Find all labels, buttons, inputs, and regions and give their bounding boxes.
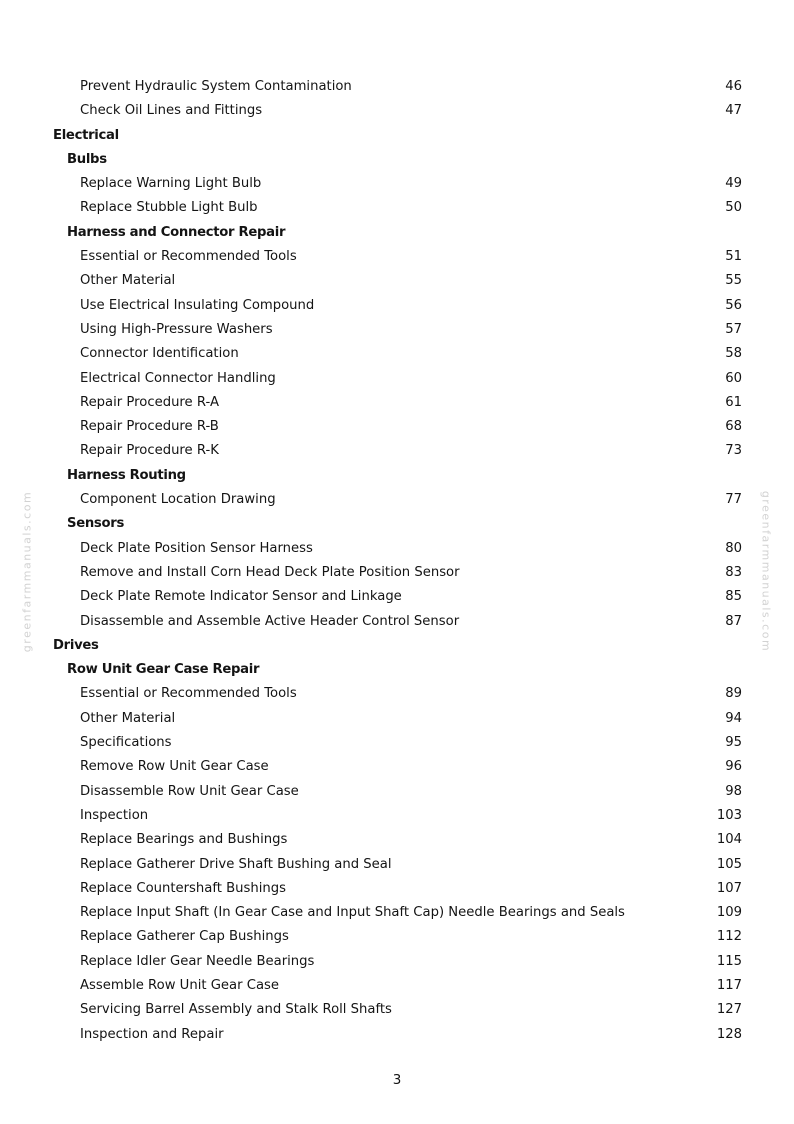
toc-entry-page: 128: [716, 1026, 742, 1042]
toc-entry-title: Inspection: [80, 807, 149, 823]
toc-entry-title: Repair Procedure R-K: [80, 443, 219, 459]
toc-entry-title: Inspection and Repair: [80, 1026, 224, 1042]
toc-section-heading[interactable]: [0, 124, 794, 148]
toc-subsection-heading[interactable]: [0, 221, 794, 245]
toc-entry-page: 77: [725, 492, 742, 508]
toc-entry[interactable]: [0, 804, 794, 828]
toc-entry-title: Deck Plate Position Sensor Harness: [80, 540, 313, 556]
toc-entry-title: Component Location Drawing: [80, 492, 276, 508]
toc-entry-title: Disassemble Row Unit Gear Case: [80, 783, 299, 799]
toc-entry-title: Check Oil Lines and Fittings: [80, 103, 263, 119]
toc-entry[interactable]: [0, 731, 794, 755]
toc-entry-page: 49: [725, 176, 742, 192]
toc-entry-title: Other Material: [80, 710, 176, 726]
toc-entry-title: Assemble Row Unit Gear Case: [80, 977, 280, 993]
toc-entry-title: Other Material: [80, 273, 176, 289]
toc-entry-title: Row Unit Gear Case Repair: [67, 662, 260, 678]
watermark-right: greenfarmmanuals.com: [759, 490, 773, 653]
toc-entry-title: Connector Identification: [80, 346, 239, 362]
toc-entry-title: Replace Bearings and Bushings: [80, 832, 288, 848]
toc-entry-title: Servicing Barrel Assembly and Stalk Roll Shafts: [80, 1002, 392, 1018]
table-of-contents: [0, 75, 794, 1047]
toc-entry[interactable]: [0, 488, 794, 512]
toc-entry-page: 85: [725, 589, 742, 605]
toc-entry[interactable]: [0, 877, 794, 901]
toc-entry[interactable]: [0, 755, 794, 779]
toc-subsection-heading[interactable]: [0, 512, 794, 536]
toc-entry[interactable]: [0, 780, 794, 804]
toc-entry[interactable]: [0, 585, 794, 609]
toc-subsection-heading[interactable]: [0, 148, 794, 172]
toc-entry[interactable]: [0, 342, 794, 366]
toc-section-heading[interactable]: [0, 634, 794, 658]
toc-entry-title: Deck Plate Remote Indicator Sensor and Linkage: [80, 589, 402, 605]
toc-entry-title: Harness and Connector Repair: [67, 224, 286, 240]
toc-entry-page: 104: [716, 832, 742, 848]
toc-entry[interactable]: [0, 415, 794, 439]
toc-entry-page: 58: [725, 346, 742, 362]
toc-entry-page: 89: [725, 686, 742, 702]
toc-entry-title: Specifications: [80, 735, 172, 751]
toc-entry-title: Essential or Recommended Tools: [80, 249, 297, 265]
toc-entry-title: Replace Stubble Light Bulb: [80, 200, 258, 216]
toc-entry[interactable]: [0, 172, 794, 196]
toc-entry[interactable]: [0, 707, 794, 731]
toc-entry[interactable]: [0, 75, 794, 99]
toc-entry-page: 68: [725, 419, 742, 435]
toc-entry-page: 127: [716, 1002, 742, 1018]
toc-entry[interactable]: [0, 391, 794, 415]
toc-entry-page: 95: [725, 735, 742, 751]
toc-entry-page: 83: [725, 564, 742, 580]
toc-entry-title: Remove Row Unit Gear Case: [80, 759, 269, 775]
toc-entry[interactable]: [0, 537, 794, 561]
toc-entry-title: Electrical: [53, 127, 119, 143]
toc-entry-page: 117: [716, 977, 742, 993]
toc-entry-title: Replace Gatherer Drive Shaft Bushing and Seal: [80, 856, 392, 872]
toc-entry-page: 57: [725, 321, 742, 337]
toc-entry-title: Repair Procedure R-B: [80, 419, 219, 435]
toc-entry[interactable]: [0, 367, 794, 391]
toc-entry[interactable]: [0, 853, 794, 877]
toc-entry-title: Harness Routing: [67, 467, 186, 483]
toc-entry-title: Remove and Install Corn Head Deck Plate Position Sensor: [80, 564, 460, 580]
toc-entry-title: Electrical Connector Handling: [80, 370, 276, 386]
toc-entry-page: 115: [716, 953, 742, 969]
toc-entry[interactable]: [0, 828, 794, 852]
toc-entry-title: Repair Procedure R-A: [80, 394, 219, 410]
toc-entry-title: Use Electrical Insulating Compound: [80, 297, 315, 313]
toc-entry[interactable]: [0, 294, 794, 318]
toc-entry-title: Sensors: [67, 516, 124, 532]
toc-entry[interactable]: [0, 196, 794, 220]
toc-entry-page: 55: [725, 273, 742, 289]
toc-entry-title: Drives: [53, 637, 99, 653]
toc-subsection-heading[interactable]: [0, 464, 794, 488]
toc-entry[interactable]: [0, 950, 794, 974]
toc-entry-title: Replace Input Shaft (In Gear Case and Input Shaft Cap) Needle Bearings and Seals: [80, 905, 625, 921]
toc-entry-page: 51: [725, 249, 742, 265]
toc-entry-title: Replace Idler Gear Needle Bearings: [80, 953, 315, 969]
toc-entry[interactable]: [0, 1023, 794, 1047]
toc-entry-title: Replace Gatherer Cap Bushings: [80, 929, 289, 945]
toc-entry-page: 46: [725, 79, 742, 94]
toc-entry-page: 87: [725, 613, 742, 629]
toc-entry-title: Disassemble and Assemble Active Header Control Sensor: [80, 613, 460, 629]
toc-entry-title: Replace Warning Light Bulb: [80, 176, 262, 192]
watermark-left: greenfarmmanuals.com: [20, 490, 34, 653]
toc-entry-page: 73: [725, 443, 742, 459]
toc-entry-title: Replace Countershaft Bushings: [80, 880, 287, 896]
toc-entry-page: 96: [725, 759, 742, 775]
toc-entry-page: 50: [725, 200, 742, 216]
toc-entry[interactable]: [0, 682, 794, 706]
toc-entry-title: Prevent Hydraulic System Contamination: [80, 79, 352, 94]
toc-entry-page: 103: [716, 807, 742, 823]
toc-entry-page: 112: [716, 929, 742, 945]
toc-entry[interactable]: [0, 901, 794, 925]
toc-entry[interactable]: [0, 318, 794, 342]
toc-entry[interactable]: [0, 974, 794, 998]
toc-subsection-heading[interactable]: [0, 658, 794, 682]
toc-entry-page: 60: [725, 370, 742, 386]
toc-entry[interactable]: [0, 99, 794, 123]
toc-entry-page: 61: [725, 394, 742, 410]
toc-entry[interactable]: [0, 561, 794, 585]
toc-entry-page: 56: [725, 297, 742, 313]
toc-entry[interactable]: [0, 269, 794, 293]
toc-entry[interactable]: [0, 245, 794, 269]
toc-entry-page: 109: [716, 905, 742, 921]
toc-entry-page: 47: [725, 103, 742, 119]
toc-entry-page: 80: [725, 540, 742, 556]
toc-entry[interactable]: [0, 925, 794, 949]
toc-entry-title: Using High-Pressure Washers: [80, 321, 273, 337]
toc-entry-page: 94: [725, 710, 742, 726]
toc-entry[interactable]: [0, 439, 794, 463]
toc-entry[interactable]: [0, 610, 794, 634]
toc-entry-page: 105: [716, 856, 742, 872]
page-number: 3: [392, 1072, 402, 1088]
toc-entry[interactable]: [0, 998, 794, 1022]
toc-entry-title: Essential or Recommended Tools: [80, 686, 297, 702]
toc-entry-page: 98: [725, 783, 742, 799]
toc-entry-title: Bulbs: [67, 151, 107, 167]
toc-entry-page: 107: [716, 880, 742, 896]
